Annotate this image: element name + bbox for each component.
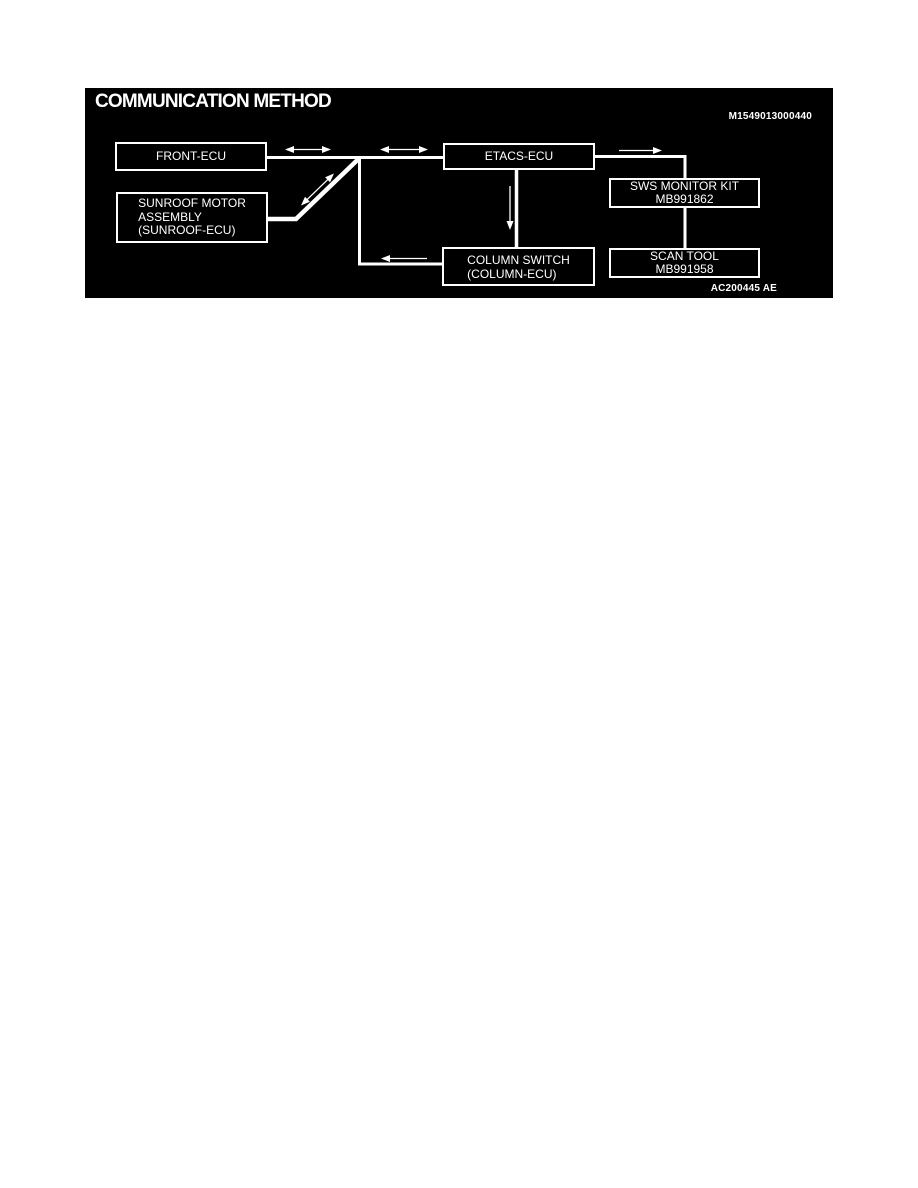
junction-etacs-bidirectional-arrow-icon [380,146,428,153]
column-to-junction-left-arrow-icon [381,255,427,262]
node-label: SWS MONITOR KIT [629,179,740,193]
node-column-switch [442,247,595,286]
node-label: (COLUMN-ECU) [467,266,557,281]
node-scan-tool [609,248,760,278]
node-label: ASSEMBLY [138,209,202,224]
figure-ref-code: M1549013000440 [728,111,812,122]
communication-method-diagram [85,88,833,298]
node-part-number: MB991958 [655,262,714,276]
node-sws-monitor-kit [609,178,760,208]
etacs-to-column-down-arrow-icon [507,186,514,230]
node-sunroof-motor-assembly [116,192,268,243]
node-label: (SUNROOF-ECU) [138,223,236,238]
node-etacs-ecu [443,143,595,170]
node-label: SCAN TOOL [650,249,719,263]
node-label: COLUMN SWITCH [467,252,570,267]
diagram-title: COMMUNICATION METHOD [95,91,331,112]
node-label: ETACS-ECU [484,148,554,163]
etacs-to-sws-right-arrow-icon [619,147,662,154]
front-junction-bidirectional-arrow-icon [285,146,331,153]
node-label: FRONT-ECU [156,148,226,163]
node-front-ecu [115,142,267,171]
node-part-number: MB991862 [655,192,714,206]
junction-to-column-switch-line [360,156,443,264]
figure-id-code: AC200445 AE [710,283,777,294]
etacs-to-sws-monitor-line [595,157,685,179]
sunroof-to-junction-diagonal-line [268,158,360,219]
node-label: SUNROOF MOTOR [138,196,246,211]
